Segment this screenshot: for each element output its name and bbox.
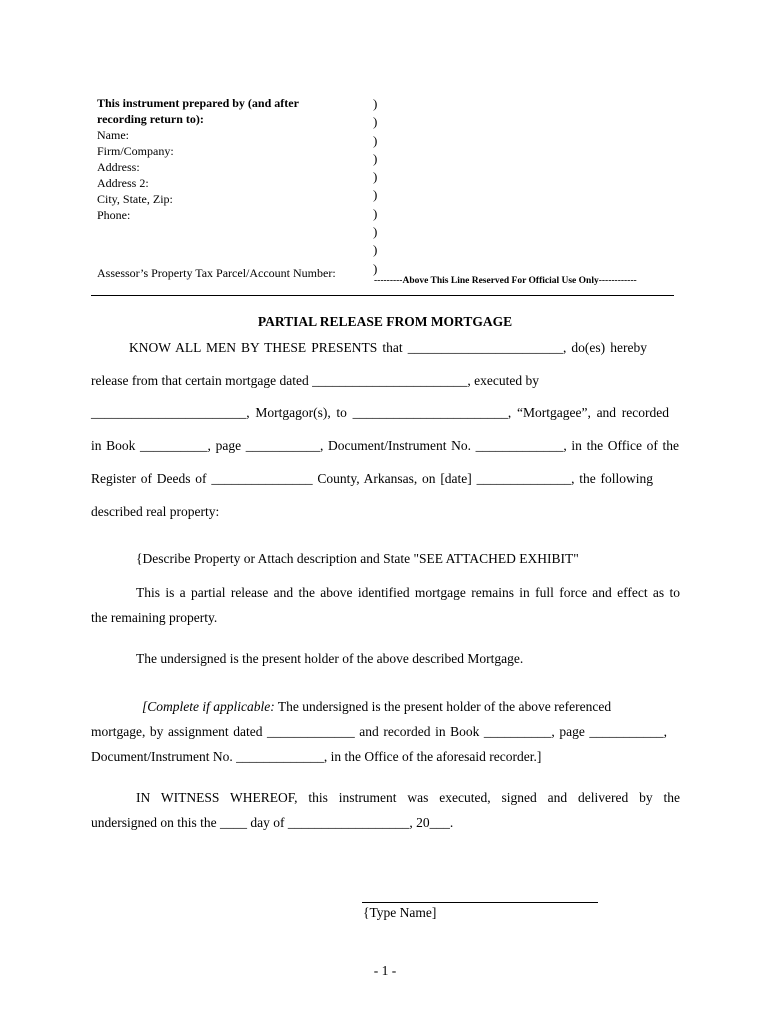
field-phone-label: Phone: [97, 208, 131, 222]
paren: ) [373, 187, 378, 203]
field-address2-label: Address 2: [97, 176, 149, 190]
page-number: - 1 - [373, 963, 397, 978]
paren: ) [373, 260, 378, 276]
body-line-2: release from that certain mortgage dated _______________________, executed by [91, 373, 539, 388]
paren: ) [373, 205, 378, 221]
complete-if-applicable-rest: The undersigned is the present holder of the above referenced [274, 699, 612, 714]
complete-if-applicable [142, 699, 611, 715]
type-name-label: {Type Name] [363, 905, 437, 920]
paren: ) [373, 169, 378, 185]
official-use-notice: ---------Above This Line Reserved For Official Use Only------------ [374, 276, 637, 286]
paren: ) [373, 96, 378, 111]
body-line-3: _______________________, Mortgagor(s), to _______________________, “Mortgagee”, and recorded [91, 405, 669, 420]
body-line-5: Register of Deeds of _______________ County, Arkansas, on [date] ______________, the following [91, 471, 653, 486]
paren: ) [373, 150, 378, 166]
partial-release-line-2: the remaining property. [91, 610, 218, 625]
preparer-block [97, 95, 299, 223]
witness-line-2: undersigned on this the ____ day of __________________, 20___. [91, 815, 454, 830]
field-city-state-zip-label: City, State, Zip: [97, 192, 173, 206]
paren: ) [373, 132, 378, 148]
field-name-label: Name: [97, 128, 129, 142]
paren: ) [373, 114, 378, 130]
body-line-1: KNOW ALL MEN BY THESE PRESENTS that _______________________, do(es) hereby [129, 340, 647, 355]
describe-property: {Describe Property or Attach description and State "SEE ATTACHED EXHIBIT" [136, 551, 579, 566]
header-divider [91, 295, 674, 296]
holder-statement: The undersigned is the present holder of the above described Mortgage. [136, 651, 524, 666]
paren: ) [373, 242, 378, 258]
assessor-label: Assessor’s Property Tax Parcel/Account Number: [97, 266, 336, 280]
assignment-line-2: Document/Instrument No. _____________, in the Office of the aforesaid recorder.] [91, 749, 542, 764]
complete-if-applicable-italic: [Complete if applicable: [142, 699, 275, 714]
body-line-4: in Book __________, page ___________, Document/Instrument No. _____________, in the Office of the [91, 438, 679, 453]
preparer-heading-line2: recording return to): [97, 112, 204, 126]
paren-column [373, 95, 377, 278]
assignment-line-1: mortgage, by assignment dated _____________ and recorded in Book __________, page ___________, [91, 724, 667, 739]
paren: ) [373, 224, 378, 240]
body-line-6: described real property: [91, 504, 220, 519]
field-address-label: Address: [97, 160, 140, 174]
document-title: PARTIAL RELEASE FROM MORTGAGE [257, 314, 513, 329]
partial-release-line-1: This is a partial release and the above identified mortgage remains in full force and effect as to [136, 585, 680, 600]
signature-line [362, 902, 598, 903]
preparer-heading-line1: This instrument prepared by (and after [97, 96, 299, 110]
witness-line-1: IN WITNESS WHEREOF, this instrument was executed, signed and delivered by the [136, 790, 680, 805]
field-firm-label: Firm/Company: [97, 144, 174, 158]
